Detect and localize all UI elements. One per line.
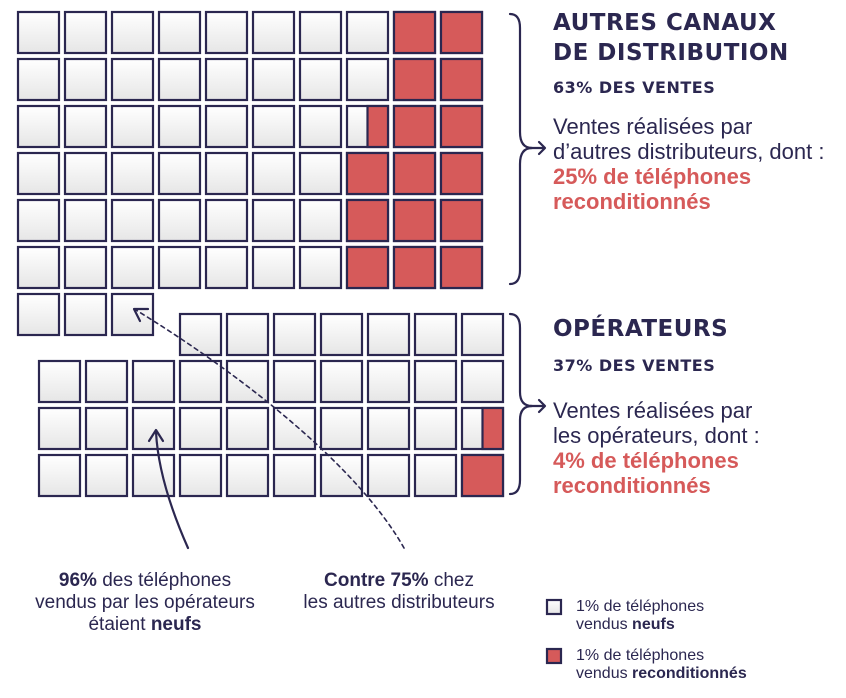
legend-new-bold: neufs bbox=[632, 616, 675, 633]
highlight-operateurs-line2: reconditionnés bbox=[553, 473, 711, 498]
waffle-cell-operateurs bbox=[180, 455, 221, 496]
waffle-cell-operateurs bbox=[39, 455, 80, 496]
waffle-cell-operateurs bbox=[321, 408, 362, 449]
waffle-cell-autres bbox=[112, 12, 153, 53]
waffle-cell-autres bbox=[159, 106, 200, 147]
waffle-cell-autres bbox=[112, 106, 153, 147]
legend-new-line2: vendus bbox=[576, 616, 633, 633]
waffle-cell-autres bbox=[18, 294, 59, 335]
arrow-autres bbox=[530, 142, 545, 154]
waffle-cell-autres bbox=[18, 247, 59, 288]
waffle-cell-autres bbox=[253, 59, 294, 100]
note-left-line2: vendus par les opérateurs bbox=[35, 592, 255, 613]
highlight-autres-line1: 25% de téléphones bbox=[553, 164, 752, 189]
legend-new bbox=[576, 598, 704, 634]
waffle-cell-autres bbox=[112, 200, 153, 241]
waffle-cell-autres bbox=[112, 153, 153, 194]
waffle-cell-operateurs bbox=[274, 455, 315, 496]
arrow-operateurs bbox=[530, 400, 545, 412]
waffle-cell-operateurs bbox=[274, 314, 315, 355]
waffle-cell-operateurs bbox=[133, 361, 174, 402]
waffle-cell-autres bbox=[206, 106, 247, 147]
waffle-cell-autres bbox=[206, 59, 247, 100]
waffle-cell-operateurs bbox=[321, 314, 362, 355]
waffle-cell-autres bbox=[253, 12, 294, 53]
waffle-cell-autres-refurbished-fill bbox=[441, 200, 482, 241]
desc-autres-line2: d’autres distributeurs, dont : bbox=[553, 139, 825, 164]
waffle-cell-operateurs bbox=[180, 314, 221, 355]
waffle-cell-autres bbox=[18, 12, 59, 53]
waffle-cell-operateurs bbox=[415, 361, 456, 402]
waffle-cell-operateurs bbox=[39, 408, 80, 449]
waffle-cell-autres bbox=[65, 59, 106, 100]
waffle-cell-operateurs bbox=[227, 408, 268, 449]
waffle-cell-autres bbox=[300, 106, 341, 147]
waffle-cell-autres bbox=[112, 59, 153, 100]
waffle-cell-operateurs bbox=[415, 408, 456, 449]
waffle-cell-autres-refurbished-fill bbox=[441, 247, 482, 288]
note-left-line3: étaient bbox=[88, 614, 151, 635]
title-autres bbox=[553, 8, 789, 68]
waffle-cell-operateurs bbox=[180, 361, 221, 402]
waffle-cell-operateurs bbox=[462, 361, 503, 402]
share-operateurs: 37% DES VENTES bbox=[553, 356, 716, 375]
waffle-cell-operateurs bbox=[321, 361, 362, 402]
waffle-cell-autres bbox=[159, 200, 200, 241]
waffle-cell-autres bbox=[300, 200, 341, 241]
waffle-cell-operateurs bbox=[415, 455, 456, 496]
note-left-pct: 96% bbox=[58, 570, 97, 591]
highlight-autres-line2: reconditionnés bbox=[553, 189, 711, 214]
waffle-cell-autres bbox=[206, 247, 247, 288]
waffle-cell-autres-refurbished-fill bbox=[394, 106, 435, 147]
waffle-cell-autres bbox=[206, 200, 247, 241]
waffle-cell-autres bbox=[65, 247, 106, 288]
waffle-cell-autres-refurbished-fill bbox=[441, 153, 482, 194]
waffle-cell-autres bbox=[300, 247, 341, 288]
waffle-cell-operateurs bbox=[86, 455, 127, 496]
note-right-bold: Contre 75% bbox=[324, 570, 429, 591]
waffle-cell-operateurs bbox=[227, 314, 268, 355]
waffle-cell-autres bbox=[253, 247, 294, 288]
waffle-cell-operateurs bbox=[86, 408, 127, 449]
waffle-cell-operateurs-refurbished-fill bbox=[462, 455, 503, 496]
waffle-cell-operateurs bbox=[180, 408, 221, 449]
title-autres-line1: AUTRES CANAUX bbox=[553, 10, 777, 36]
waffle-cell-autres bbox=[159, 12, 200, 53]
note-right bbox=[282, 570, 516, 614]
waffle-cell-autres bbox=[159, 247, 200, 288]
waffle-cell-autres-refurbished-fill bbox=[347, 200, 388, 241]
waffle-cell-operateurs bbox=[133, 408, 174, 449]
desc-operateurs bbox=[553, 398, 760, 498]
waffle-cell-operateurs bbox=[462, 314, 503, 355]
waffle-cell-operateurs bbox=[274, 361, 315, 402]
waffle-cell-autres bbox=[18, 59, 59, 100]
waffle-cell-autres-refurbished-fill bbox=[394, 200, 435, 241]
note-right-line2: les autres distributeurs bbox=[303, 592, 495, 613]
waffle-cell-autres bbox=[253, 153, 294, 194]
waffle-cell-autres bbox=[300, 153, 341, 194]
waffle-cell-autres bbox=[206, 153, 247, 194]
legend-ref-line1: 1% de téléphones bbox=[576, 647, 705, 664]
desc-operateurs-line1: Ventes réalisées par bbox=[553, 398, 753, 423]
waffle-cell-operateurs bbox=[86, 361, 127, 402]
highlight-operateurs-line1: 4% de téléphones bbox=[553, 448, 739, 473]
waffle-cell-autres bbox=[65, 106, 106, 147]
waffle-cell-autres bbox=[253, 200, 294, 241]
waffle-cell-autres bbox=[347, 59, 388, 100]
note-left-line1: des téléphones bbox=[96, 570, 232, 591]
waffle-cell-operateurs bbox=[368, 361, 409, 402]
legend-swatch-refurbished bbox=[547, 649, 561, 663]
waffle-cell-autres-refurbished-fill bbox=[347, 153, 388, 194]
waffle-cell-autres bbox=[159, 153, 200, 194]
desc-autres bbox=[553, 114, 824, 214]
legend-ref-bold: reconditionnés bbox=[632, 665, 747, 682]
waffle-cell-autres bbox=[347, 12, 388, 53]
waffle-cell-autres bbox=[159, 59, 200, 100]
note-right-line1: chez bbox=[428, 570, 474, 591]
share-autres: 63% DES VENTES bbox=[553, 78, 716, 97]
waffle-cell-autres-refurbished-fill bbox=[394, 59, 435, 100]
brace-operateurs bbox=[510, 314, 532, 494]
brace-autres bbox=[510, 14, 532, 284]
waffle-cell-autres bbox=[253, 106, 294, 147]
waffle-cell-operateurs bbox=[227, 361, 268, 402]
waffle-cell-autres bbox=[18, 106, 59, 147]
desc-operateurs-line2: les opérateurs, dont : bbox=[553, 423, 760, 448]
waffle-cell-autres bbox=[65, 12, 106, 53]
waffle-cell-autres-refurbished-fill bbox=[441, 59, 482, 100]
desc-autres-line1: Ventes réalisées par bbox=[553, 114, 753, 139]
legend-ref-line2: vendus bbox=[576, 665, 633, 682]
waffle-cell-autres-refurbished-fill bbox=[441, 106, 482, 147]
waffle-cell-operateurs bbox=[274, 408, 315, 449]
waffle-cell-autres bbox=[300, 59, 341, 100]
waffle-cell-autres-refurbished-fill bbox=[347, 247, 388, 288]
waffle-cell-autres bbox=[65, 200, 106, 241]
waffle-cell-operateurs bbox=[368, 455, 409, 496]
legend-new-line1: 1% de téléphones bbox=[576, 598, 705, 615]
waffle-cell-autres bbox=[65, 294, 106, 335]
waffle-cell-autres-refurbished-fill bbox=[394, 247, 435, 288]
waffle-cell-operateurs bbox=[133, 455, 174, 496]
waffle-cell-autres bbox=[18, 153, 59, 194]
waffle-cell-operateurs bbox=[368, 314, 409, 355]
title-autres-line2: DE DISTRIBUTION bbox=[553, 40, 789, 66]
waffle-cell-operateurs-refurbished-fill bbox=[483, 408, 504, 449]
waffle-cell-autres bbox=[18, 200, 59, 241]
legend-swatch-new bbox=[547, 600, 561, 614]
waffle-cell-operateurs bbox=[39, 361, 80, 402]
waffle-cell-autres-refurbished-fill bbox=[368, 106, 389, 147]
waffle-cell-autres bbox=[65, 153, 106, 194]
title-operateurs: OPÉRATEURS bbox=[553, 316, 729, 342]
waffle-cell-operateurs bbox=[227, 455, 268, 496]
waffle-cell-autres bbox=[300, 12, 341, 53]
legend-refurbished bbox=[576, 647, 747, 683]
note-left bbox=[14, 570, 276, 636]
waffle-cell-operateurs bbox=[368, 408, 409, 449]
waffle-cell-autres bbox=[112, 247, 153, 288]
waffle-cell-operateurs bbox=[321, 455, 362, 496]
waffle-cell-autres bbox=[206, 12, 247, 53]
waffle-cell-autres-refurbished-fill bbox=[394, 12, 435, 53]
waffle-cell-autres-refurbished-fill bbox=[441, 12, 482, 53]
note-left-bold: neufs bbox=[150, 614, 202, 635]
waffle-cell-autres-refurbished-fill bbox=[394, 153, 435, 194]
waffle-cell-autres bbox=[112, 294, 153, 335]
arrow-note-right bbox=[136, 310, 404, 548]
waffle-cell-operateurs bbox=[415, 314, 456, 355]
